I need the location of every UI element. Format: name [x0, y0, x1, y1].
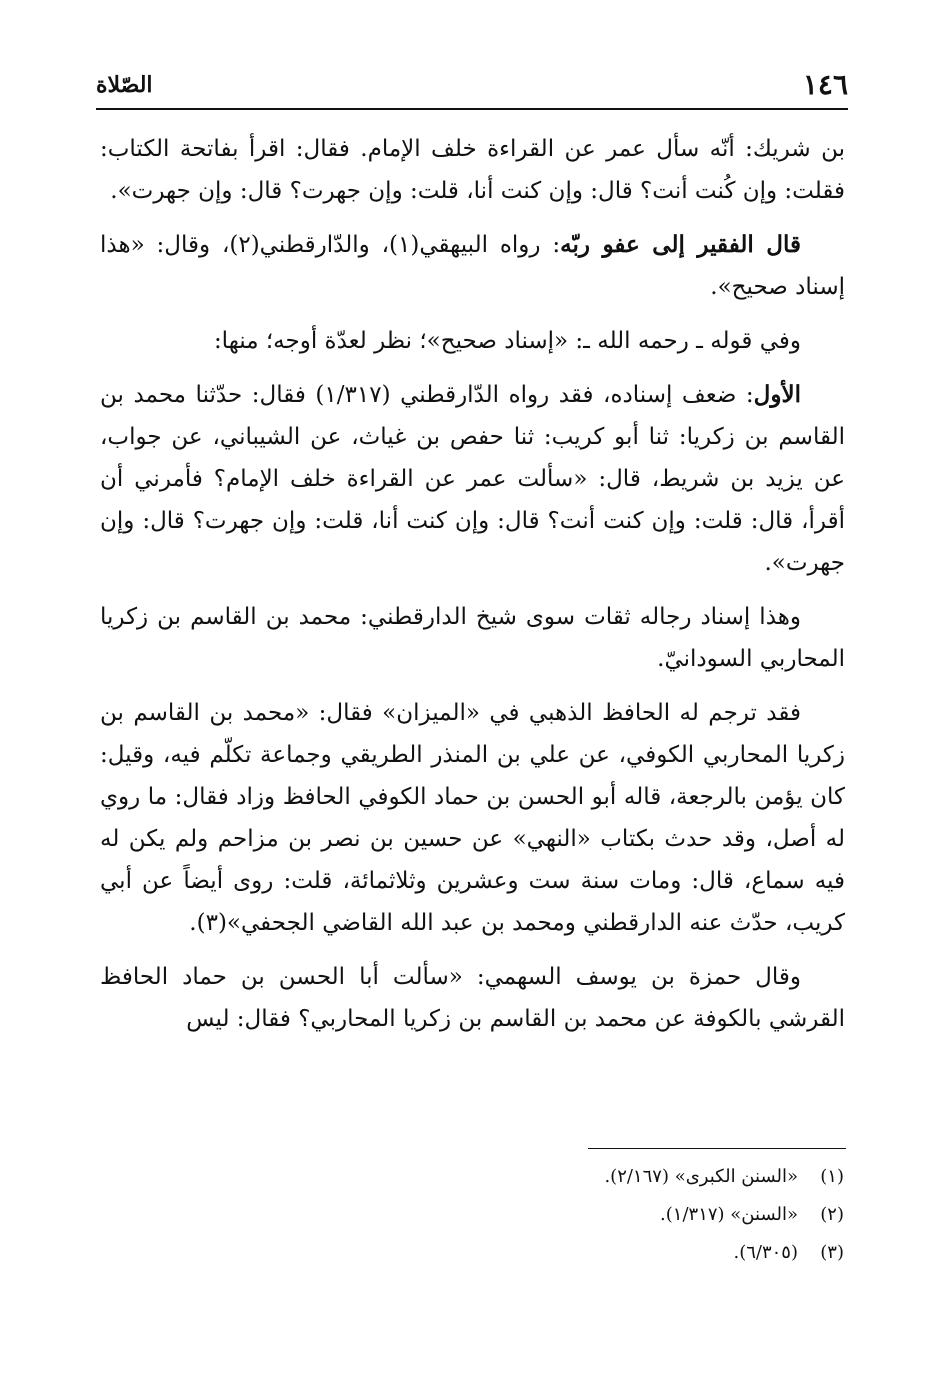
- paragraph-text: : ضعف إسناده، فقد رواه الدّارقطني (١/٣١٧) فقال: حدّثنا محمد بن القاسم بن زكريا: ثنا أبو كريب: ثنا حفص بن غياث، عن الشيباني، عن جواب، عن يزيد بن شريط، قال: «سألت عمر عن القراءة خلف الإمام؟ فأمرني أن أقرأ، قال: قلت: وإن كنت أنت؟ قال: وإن كنت أنا، قلت: وإن جهرت؟ قال: وإن جهرت».: [100, 382, 845, 576]
- running-title: الصّلاة: [96, 72, 153, 98]
- paragraph-text: وقال حمزة بن يوسف السهمي: «سألت أبا الحسن بن حماد الحافظ القرشي بالكوفة عن محمد بن القاسم بن زكريا المحاربي؟ فقال: ليس: [100, 964, 845, 1032]
- footnote-text: «السنن» (١/٣١٧).: [660, 1204, 798, 1225]
- paragraph-lead: قال الفقير إلى عفو ربّه: [560, 231, 801, 258]
- footnote-text: «السنن الكبرى» (٢/١٦٧).: [604, 1166, 798, 1187]
- paragraph-2: [100, 224, 845, 308]
- paragraph-6: [100, 692, 845, 944]
- footnote-divider: [588, 1148, 846, 1149]
- page-header: [96, 62, 848, 102]
- footnote-3: [400, 1234, 844, 1272]
- footnote-text: (٦/٣٠٥).: [733, 1242, 798, 1263]
- paragraph-text: : رواه البيهقي(١)، والدّارقطني(٢)، وقال: «هذا إسناد صحيح».: [100, 232, 845, 300]
- paragraph-text: وهذا إسناد رجاله ثقات سوى شيخ الدارقطني: محمد بن القاسم بن زكريا المحاربي السودانيّ.: [100, 604, 845, 672]
- footnotes: [400, 1158, 844, 1272]
- header-divider: [96, 108, 848, 110]
- paragraph-1: [100, 128, 845, 212]
- paragraph-5: [100, 596, 845, 680]
- paragraph-lead: الأول: [753, 381, 801, 408]
- paragraph-text: وفي قوله ـ رحمه الله ـ: «إسناد صحيح»؛ نظر لعدّة أوجه؛ منها:: [213, 328, 801, 354]
- page-number: ١٤٦: [802, 68, 848, 101]
- footnote-number: (٣): [820, 1242, 844, 1263]
- paragraph-7: [100, 956, 845, 1040]
- footnote-number: (١): [820, 1166, 844, 1187]
- paragraph-3: [100, 320, 845, 362]
- main-text: [100, 128, 845, 1052]
- paragraph-text: بن شريك: أنّه سأل عمر عن القراءة خلف الإمام. فقال: اقرأ بفاتحة الكتاب: فقلت: وإن كُنت أنت؟ قال: وإن كنت أنا، قلت: وإن جهرت؟ قال: وإن جهرت».: [100, 136, 845, 204]
- paragraph-text: فقد ترجم له الحافظ الذهبي في «الميزان» فقال: «محمد بن القاسم بن زكريا المحاربي الكوفي، عن علي بن المنذر الطريقي وجماعة تكلّم فيه، وقيل: كان يؤمن بالرجعة، قاله أبو الحسن بن حماد الكوفي الحافظ وزاد فقال: ما روي له أصل، وقد حدث بكتاب «النهي» عن حسين بن نصر بن مزاحم ولم يكن له فيه سماع، قال: ومات سنة ست وعشرين وثلاثمائة، قلت: روى أيضاً عن أبي كريب، حدّث عنه الدارقطني ومحمد بن عبد الله القاضي الجحفي»(٣).: [100, 700, 845, 936]
- paragraph-4: [100, 374, 845, 584]
- footnote-number: (٢): [820, 1204, 844, 1225]
- footnote-2: [400, 1196, 844, 1234]
- footnote-1: [400, 1158, 844, 1196]
